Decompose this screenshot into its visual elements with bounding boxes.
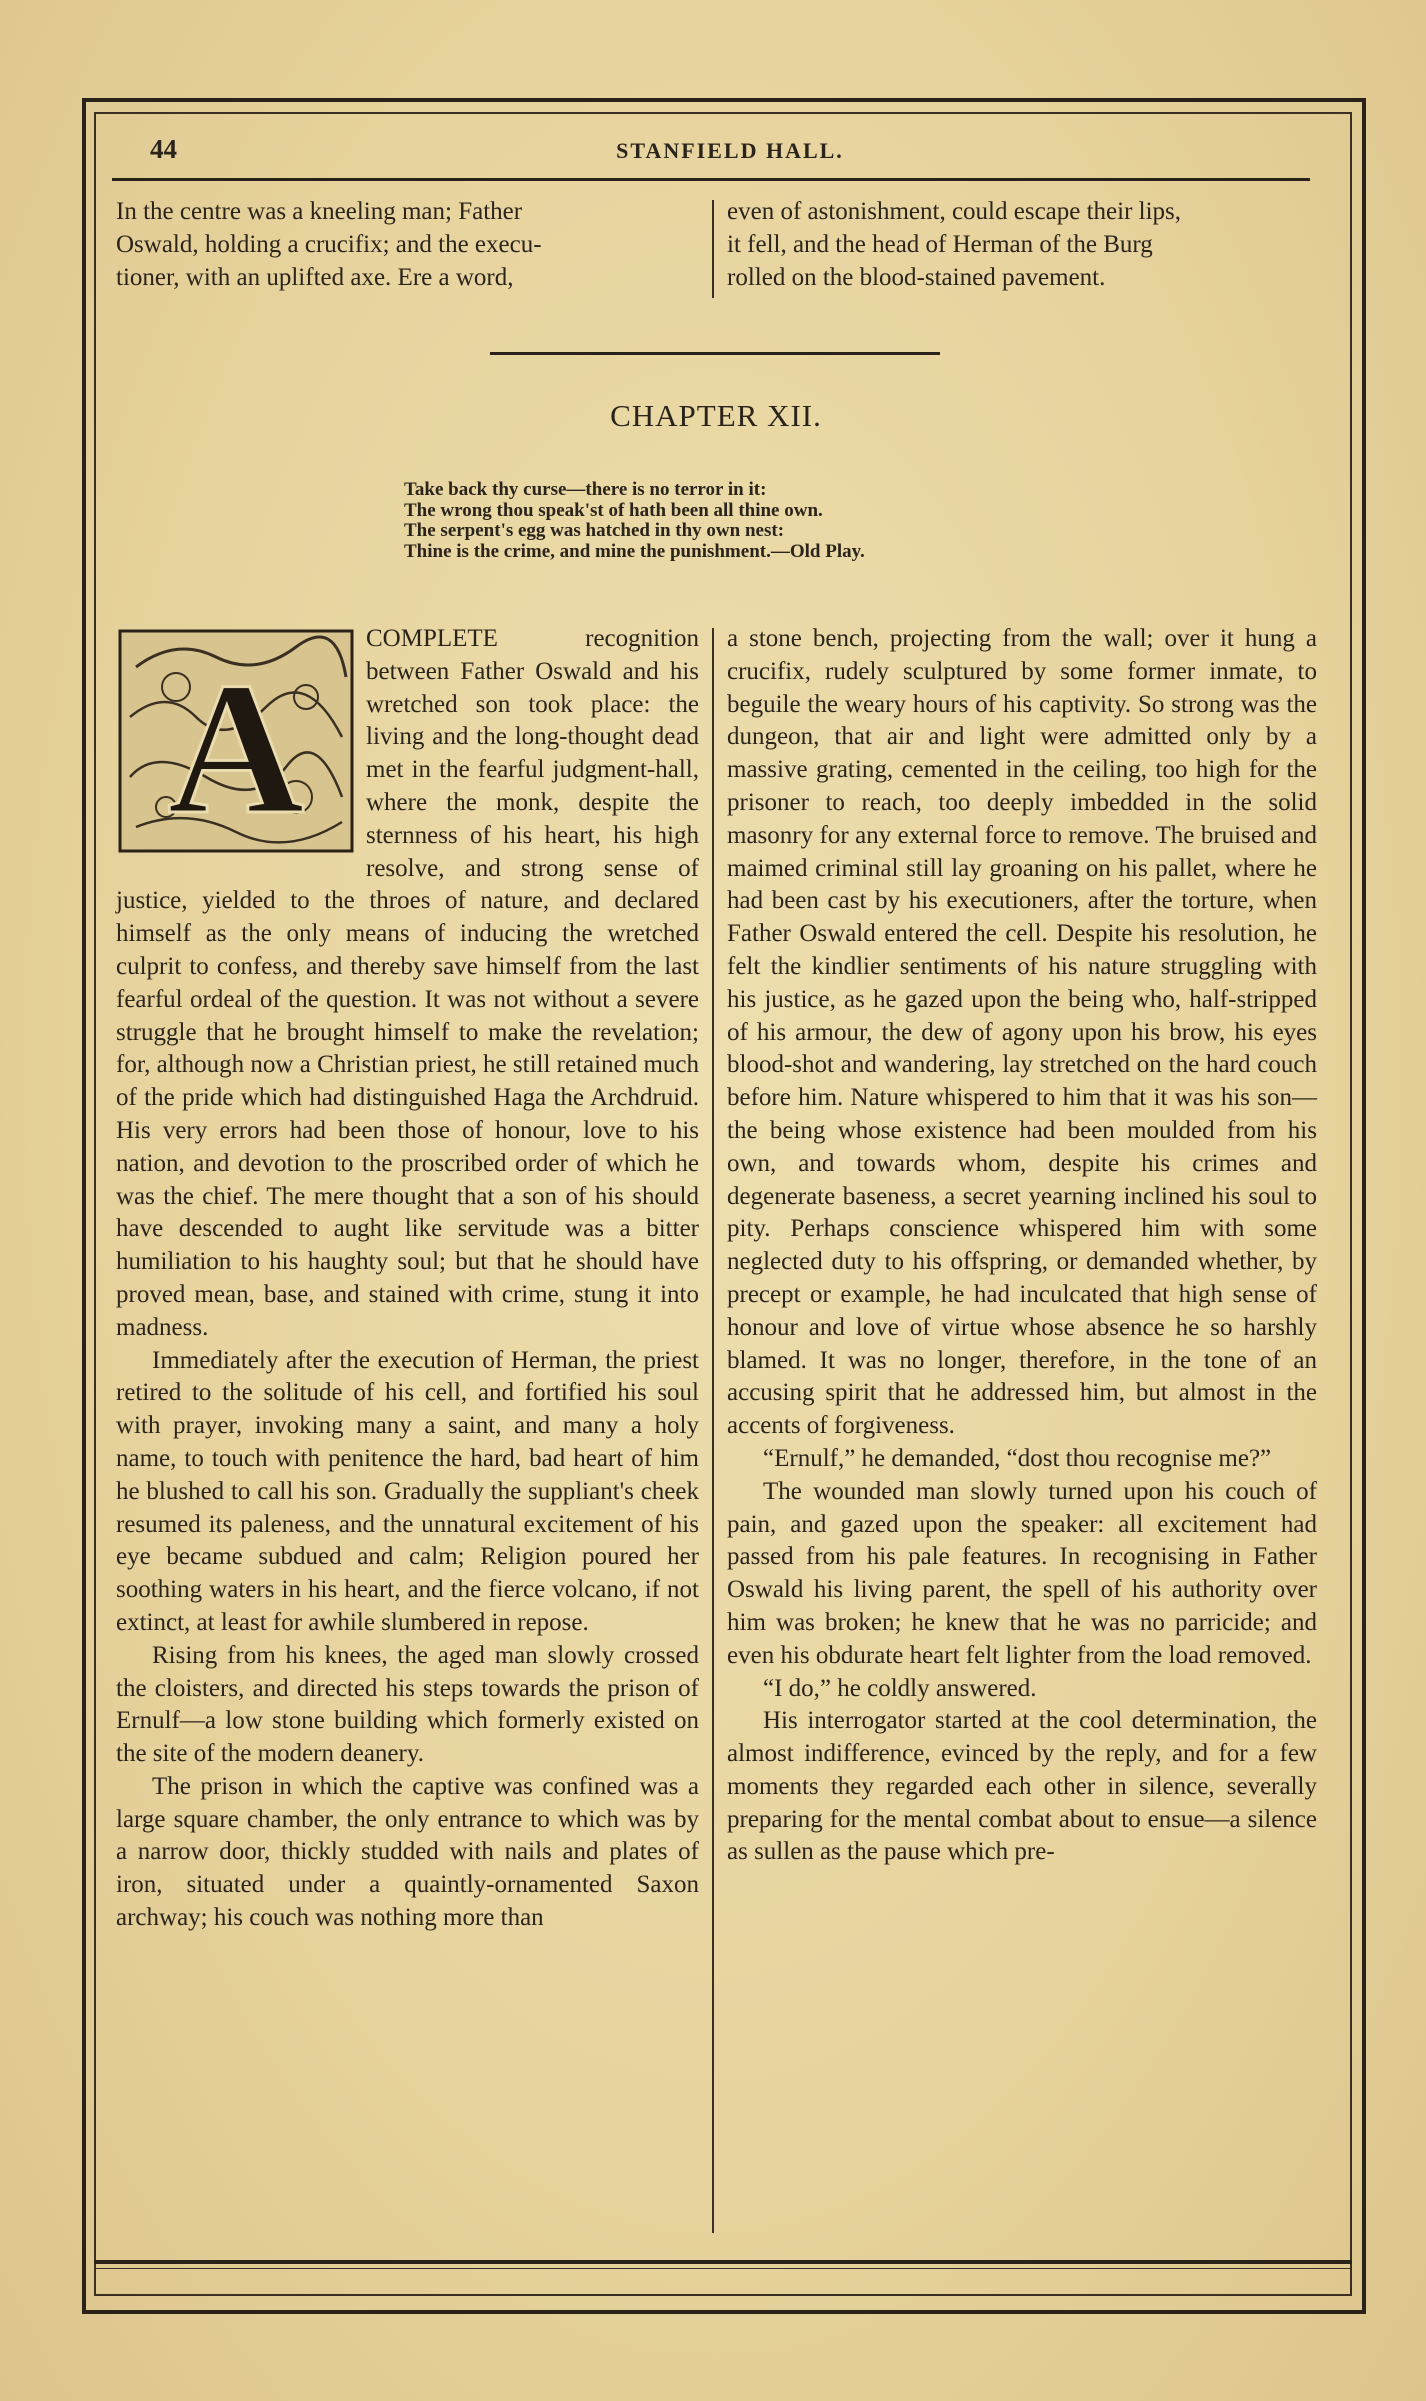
continuation-line: Oswald, holding a crucifix; and the execu- xyxy=(116,230,542,258)
dropcap-letter: A xyxy=(167,644,305,854)
paragraph: Immediately after the execution of Herman, the priest retired to the solitude of his cell, and fortified his soul with prayer, invoking many a saint, and many a holy name, to touch with penitence the hard, bad heart of him he blushed to call his son. Gradually the suppliant's cheek resumed its paleness, and the unnatural excitement of his eye became subdued and calm; Religion poured her soothing waters in his heart, and the fierce volcano, if not extinct, at least for awhile slumbered in repose. xyxy=(116,1346,699,1636)
body-right-column xyxy=(727,623,1317,1869)
paragraph: COMPLETE recognition between Father Oswald and his wretched son took place: the living and the long-thought dead met in the fearful judgment-hall, where the monk, despite the sternness of his heart, his high resolve, and strong sense of justice, yielded to the throes of nature, and declared himself as the only means of inducing the wretched culprit to confess, and thereby save himself from the last fearful ordeal of the question. It was not without a severe struggle that he brought himself to make the revelation; for, although now a Christian priest, he still retained much of the pride which had distinguished Haga the Archdruid. His very errors had been those of honour, love to his nation, and devotion to the proscribed order of which he was the chief. The mere thought that a son of his should have descended to aught like servitude was a bitter humiliation to his haughty soul; but that he should have proved mean, base, and stained with crime, stung it into madness. xyxy=(116,625,699,1341)
column-divider-top xyxy=(712,200,714,298)
continuation-line: In the centre was a kneeling man; Father xyxy=(116,198,523,225)
chapter-rule xyxy=(490,352,940,355)
body-left-column xyxy=(116,623,699,1935)
chapter-title: CHAPTER XII. xyxy=(610,398,822,433)
epigraph-line: Thine is the crime, and mine the punishment.—Old Play. xyxy=(404,540,865,562)
epigraph-line: The wrong thou speak'st of hath been all thine own. xyxy=(404,499,823,521)
bottom-rule xyxy=(94,2260,1352,2264)
ornamental-dropcap-a xyxy=(116,627,356,855)
paragraph: a stone bench, projecting from the wall; over it hung a crucifix, rudely sculptured by some former inmate, to beguile the weary hours of his captivity. So strong was the dungeon, that air and light were admitted only by a massive grating, cemented in the ceiling, too high for the prisoner to reach, too deeply imbedded in the solid masonry for any external force to remove. The bruised and maimed criminal still lay groaning on his pallet, where he had been cast by his executioners, after the torture, when Father Oswald entered the cell. Despite his resolution, he felt the kindlier sentiments of his nature struggling with his justice, as he gazed upon the being who, half-stripped of his armour, the dew of agony upon his brow, his eyes blood-shot and wandering, lay stretched on the hard couch before him. Nature whispered to him that it was his son—the being whose existence had been moulded from his own, and towards whom, despite his crimes and degenerate baseness, a secret yearning inclined his soul to pity. Perhaps conscience whispered him with some neglected duty to his offspring, or demanded whether, by precept or example, he had inculcated that high sense of honour and love of virtue whose absence he so harshly blamed. It was no longer, therefore, in the tone of an accusing spirit that he addressed him, but almost in the accents of forgiveness. xyxy=(727,625,1317,1440)
continuation-line: rolled on the blood-stained pavement. xyxy=(727,263,1106,291)
header-rule xyxy=(112,178,1310,181)
continuation-line: tioner, with an uplifted axe. Ere a word, xyxy=(116,263,514,291)
paragraph: The wounded man slowly turned upon his couch of pain, and gazed upon the speaker: all excitement had passed from his pale features. In recognising in Father Oswald his living parent, the spell of his authority over him was broken; he knew that he was no parricide; and even his obdurate heart felt lighter from the load removed. xyxy=(727,1477,1317,1669)
paragraph: The prison in which the captive was confined was a large square chamber, the only entrance to which was by a narrow door, thickly studded with nails and plates of iron, situated under a quaintly-ornamented Saxon archway; his couch was nothing more than xyxy=(116,1772,699,1932)
bottom-rule-thin xyxy=(94,2268,1352,2269)
paragraph: Rising from his knees, the aged man slowly crossed the cloisters, and directed his steps towards the prison of Ernulf—a low stone building which formerly existed on the site of the modern deanery. xyxy=(116,1641,699,1768)
continuation-right-column xyxy=(727,196,1317,294)
column-divider-body xyxy=(712,628,714,2233)
paragraph: “Ernulf,” he demanded, “dost thou recognise me?” xyxy=(763,1444,1272,1472)
paragraph: “I do,” he coldly answered. xyxy=(763,1674,1037,1702)
page-number: 44 xyxy=(150,134,177,164)
epigraph xyxy=(404,480,1124,562)
paragraph: His interrogator started at the cool determination, the almost indifference, evinced by the reply, and for a few moments they regarded each other in silence, severally preparing for the mental combat about to ensue—a silence as sullen as the pause which pre- xyxy=(727,1707,1317,1866)
running-title: STANFIELD HALL. xyxy=(616,138,844,163)
epigraph-line: The serpent's egg was hatched in thy own nest: xyxy=(404,520,785,541)
continuation-left-column xyxy=(116,196,699,294)
continuation-line: it fell, and the head of Herman of the Burg xyxy=(727,230,1153,258)
epigraph-line: Take back thy curse—there is no terror in it: xyxy=(404,479,767,500)
page-header xyxy=(150,134,1310,174)
continuation-line: even of astonishment, could escape their lips, xyxy=(727,198,1182,225)
